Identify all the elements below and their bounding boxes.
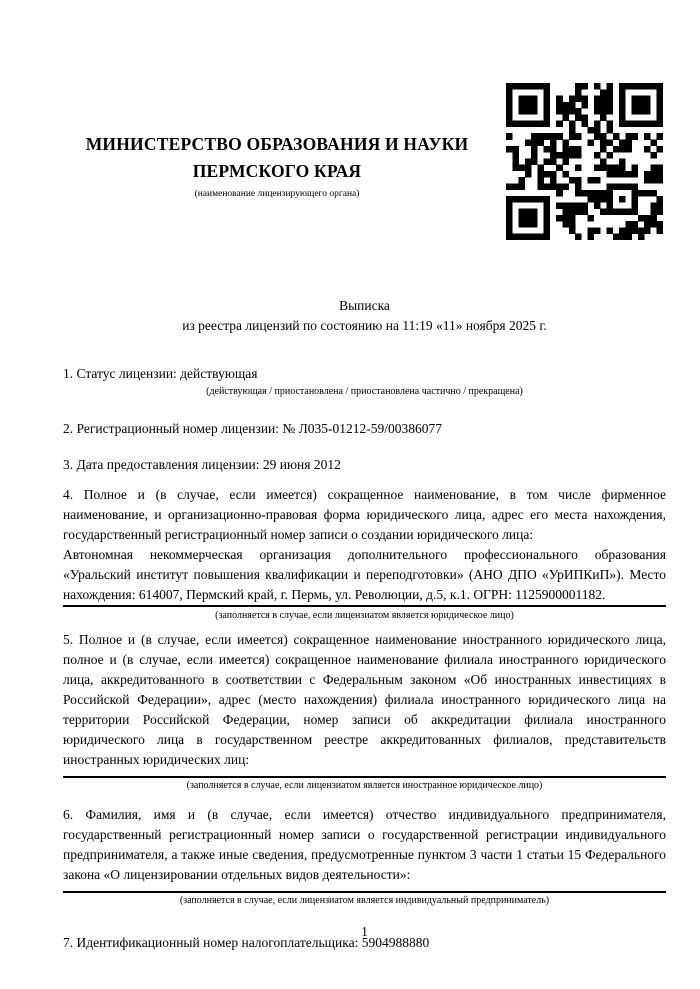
field-license-grant-date [63, 455, 666, 475]
field-foreign-entity [63, 630, 666, 792]
document-title-line1: Выписка [339, 298, 390, 313]
field-legal-entity-label: 4. Полное и (в случае, если имеется) сокращенное наименование, в том числе фирменное наименование, и организационно-правовая форма юридического лица, адрес его места нахождения, государственный регистрационный номер записи о создании юридического лица: [63, 487, 666, 542]
ministry-name-line2: ПЕРМСКОГО КРАЯ [192, 161, 362, 181]
field-foreign-entity-empty-line [63, 770, 666, 778]
field-foreign-entity-caption: (заполняется в случае, если лицензиатом является иностранное юридическое лицо) [186, 780, 543, 791]
document-title-line2: из реестра лицензий по состоянию на 11:19 «11» ноября 2025 г. [182, 318, 547, 333]
field-legal-entity-caption: (заполняется в случае, если лицензиатом является юридическое лицо) [215, 610, 514, 621]
field-license-status-text: 1. Статус лицензии: действующая [63, 366, 258, 381]
field-registration-number-text: 2. Регистрационный номер лицензии: № Л035-01212-59/00386077 [63, 421, 443, 436]
field-taxpayer-id-text: 7. Идентификационный номер налогоплательщика: 5904988880 [63, 935, 430, 950]
field-foreign-entity-label: 5. Полное и (в случае, если имеется) сокращенное наименование иностранного юридического лица, полное и (в случае, если имеется) сокращенное наименование филиала иностранного юридического лица, аккредитованного в соответствии с Федеральным законом «Об иностранных инвестициях в Российской Федерации», адрес (место нахождения) филиала иностранного юридического лица на территории Российской Федерации, номер записи об аккредитации филиала иностранного юридического лица в государственном реестре аккредитованных филиалов, представительств иностранных юридических лиц: [63, 632, 666, 767]
field-individual-entrepreneur-empty-line [63, 885, 666, 893]
field-legal-entity-value: Автономная некоммерческая организация дополнительного профессионального образования «Уральский институт повышения квалификации и переподготовки» (АНО ДПО «УрИПКиП»). Место нахождения: 614007, Пермский край, г. Пермь, ул. Революции, д.5, к.1. ОГРН: 1125900001182. [63, 545, 666, 607]
field-individual-entrepreneur-caption: (заполняется в случае, если лицензиатом является индивидуальный предприниматель) [179, 895, 550, 906]
page-number: 1 [361, 924, 368, 939]
document-header [63, 0, 666, 268]
licensing-authority-block [63, 131, 491, 200]
licensing-authority-caption: (наименование лицензирующего органа) [194, 189, 360, 199]
field-legal-entity [63, 485, 666, 622]
page-content [63, 0, 666, 953]
field-license-grant-date-text: 3. Дата предоставления лицензии: 29 июня 2012 [63, 457, 341, 472]
field-license-status-caption: (действующая / приостановлена / приостановлена частично / прекращена) [206, 386, 523, 397]
field-registration-number [63, 419, 666, 439]
document-title [63, 296, 666, 336]
qr-code [506, 83, 663, 240]
field-individual-entrepreneur-label: 6. Фамилия, имя и (в случае, если имеется) отчество индивидуального предпринимателя, государственный регистрационный номер записи о государственной регистрации индивидуального предпринимателя, а также иные сведения, предусмотренные пунктом 3 части 1 статьи 15 Федерального закона «О лицензировании отдельных видов деятельности»: [63, 807, 666, 882]
ministry-name-line1: МИНИСТЕРСТВО ОБРАЗОВАНИЯ И НАУКИ [85, 134, 469, 154]
field-license-status [63, 364, 666, 384]
field-individual-entrepreneur [63, 805, 666, 907]
